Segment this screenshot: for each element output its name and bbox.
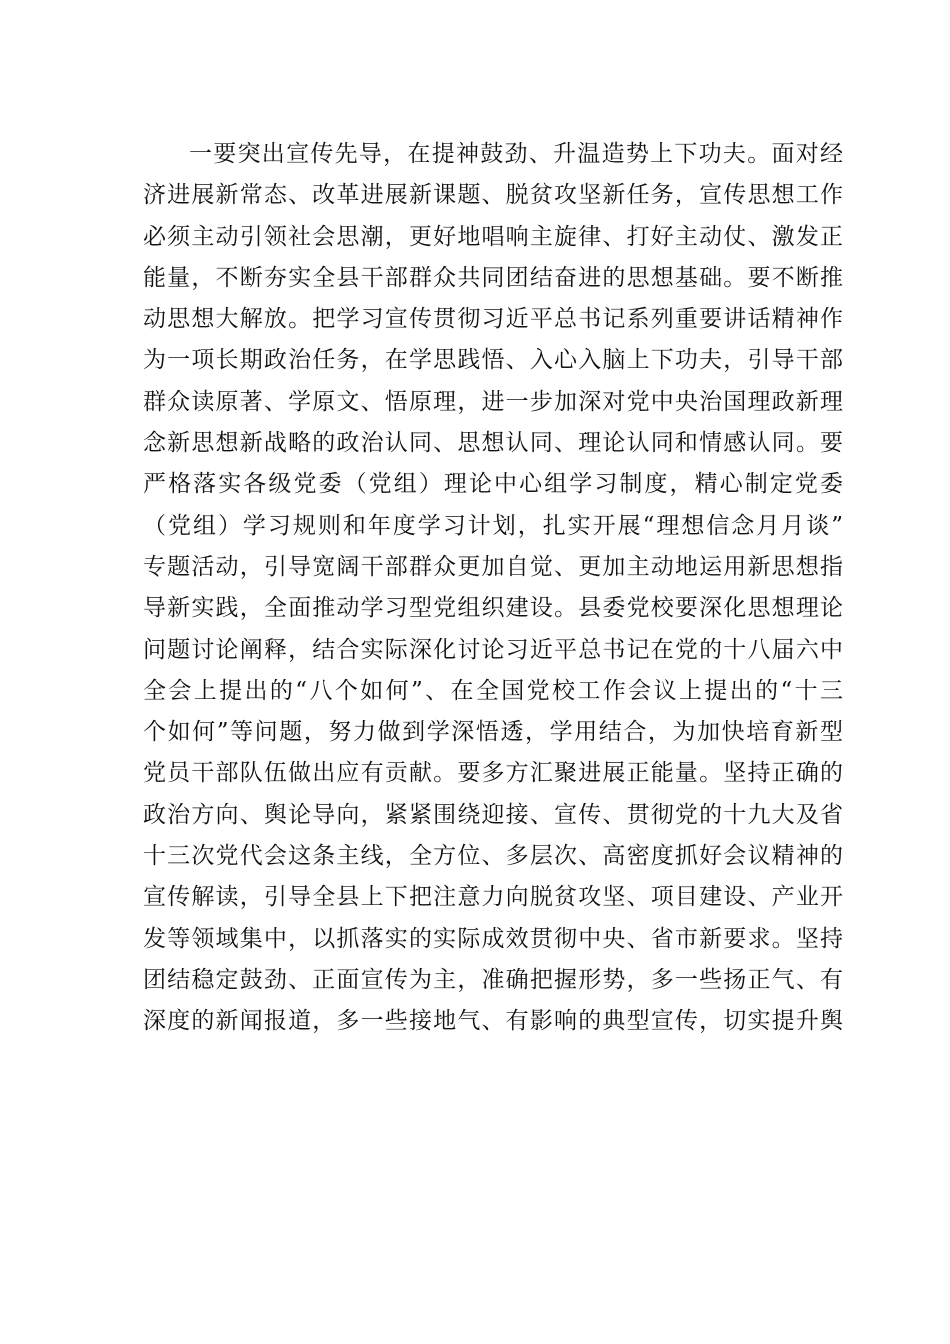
- text-line: 全会上提出的“八个如何”、在全国党校工作会议上提出的“十三: [143, 677, 843, 704]
- text-line: 深度的新闻报道，多一些接地气、有影响的典型宣传，切实提升舆: [143, 1008, 843, 1035]
- text-line: 宣传解读，引导全县上下把注意力向脱贫攻坚、项目建设、产业开: [143, 884, 843, 911]
- text-line: 群众读原著、学原文、悟原理，进一步加深对党中央治国理政新理: [143, 388, 843, 415]
- text-line: 严格落实各级党委（党组）理论中心组学习制度，精心制定党委: [143, 471, 843, 498]
- text-line: 导新实践，全面推动学习型党组织建设。县委党校要深化思想理论: [143, 595, 843, 622]
- text-line: 动思想大解放。把学习宣传贯彻习近平总书记系列重要讲话精神作: [143, 306, 843, 333]
- text-line: 念新思想新战略的政治认同、思想认同、理论认同和情感认同。要: [143, 430, 843, 457]
- text-line: 为一项长期政治任务，在学思践悟、入心入脑上下功夫，引导干部: [143, 347, 843, 374]
- text-line: （党组）学习规则和年度学习计划，扎实开展“理想信念月月谈”: [143, 512, 843, 539]
- text-line: 政治方向、舆论导向，紧紧围绕迎接、宣传、贯彻党的十九大及省: [143, 801, 843, 828]
- text-line: 问题讨论阐释，结合实际深化讨论习近平总书记在党的十八届六中: [143, 636, 843, 663]
- text-line: 济进展新常态、改革进展新课题、脱贫攻坚新任务，宣传思想工作: [143, 182, 843, 209]
- text-line: 必须主动引领社会思潮，更好地唱响主旋律、打好主动仗、激发正: [143, 223, 843, 250]
- body-paragraph: [143, 134, 843, 1043]
- text-line: 发等领域集中，以抓落实的实际成效贯彻中央、省市新要求。坚持: [143, 925, 843, 952]
- text-line: 个如何”等问题，努力做到学深悟透，学用结合，为加快培育新型: [143, 719, 843, 746]
- text-line: 党员干部队伍做出应有贡献。要多方汇聚进展正能量。坚持正确的: [143, 760, 843, 787]
- text-line: 一要突出宣传先导，在提神鼓劲、升温造势上下功夫。面对经: [189, 141, 843, 167]
- text-line: 能量，不断夯实全县干部群众共同团结奋进的思想基础。要不断推: [143, 264, 843, 291]
- text-line: 专题活动，引导宽阔干部群众更加自觉、更加主动地运用新思想指: [143, 553, 843, 580]
- text-line: 十三次党代会这条主线，全方位、多层次、高密度抓好会议精神的: [143, 843, 843, 870]
- text-line: 团结稳定鼓劲、正面宣传为主，准确把握形势，多一些扬正气、有: [143, 966, 843, 993]
